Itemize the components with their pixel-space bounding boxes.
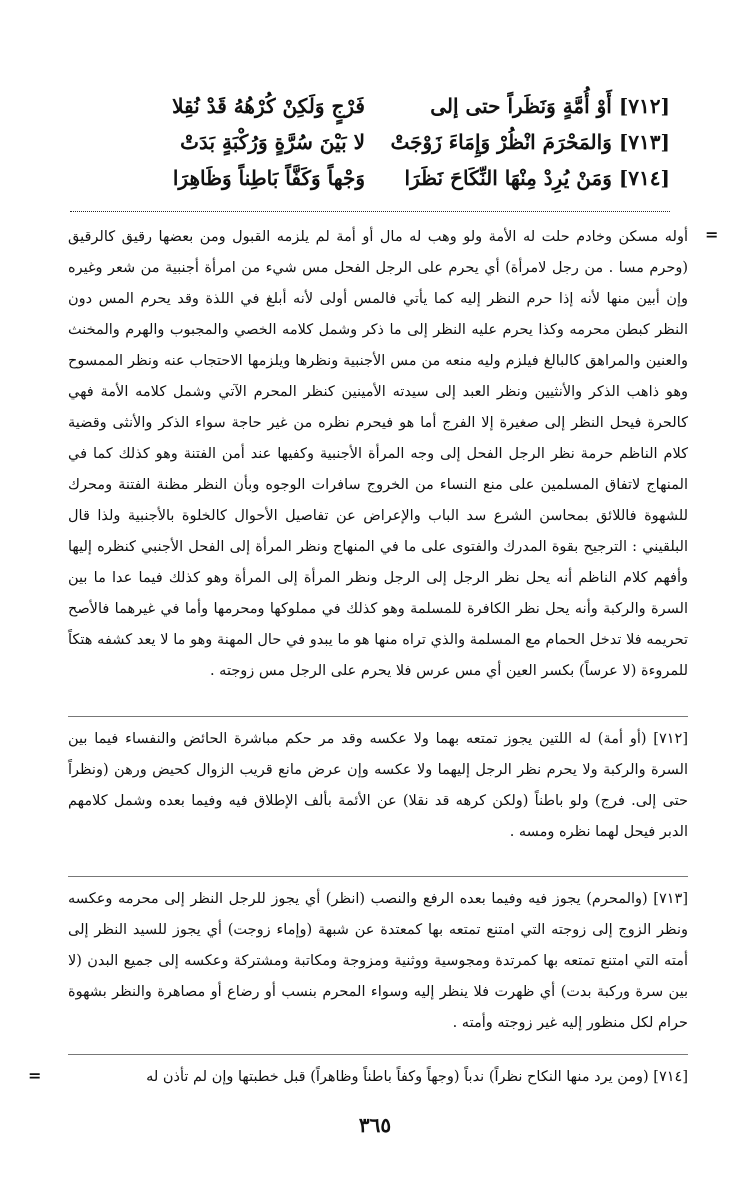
verse-second-hemistich: وَجْهاً وَكَفَّاً بَاطِناً وَظَاهِرَا [172, 166, 365, 190]
page-number: ٣٦٥ [358, 1113, 392, 1137]
verse-second-hemistich: فَرْجٍ وَلَكِنْ كُرْهُهُ قَدْ نُقِلا [172, 94, 365, 118]
verse-second-hemistich: لا بَيْنَ سُرَّةٍ وَرُكْبَةٍ بَدَتْ [180, 130, 365, 154]
paragraph-separator [68, 876, 688, 877]
continuation-mark-top: = [705, 225, 719, 244]
verse-first-hemistich: [٧١٤] وَمَنْ يُرِدْ مِنْهَا النِّكَاحَ نَظَرَا [404, 166, 670, 190]
commentary-paragraph-712: [٧١٢] (أو أمة) له اللتين يجوز تمتعه بهما ولا عكسه وقد مر حكم مباشرة الحائض والنفساء فيما بين السرة والركبة ولا يحرم نظر الرجل إليهما ولا عكسه وإن عرض مانع قريب الزوال كحيض ورهن (ونظراً حتى إلى. فرج) ولو باطناً (ولكن كرهه قد نقلا) عن الأئمة بألف الإطلاق فيه وفيما بعده وشمل كلامهم الدبر فيحل لهما نظره ومسه . [68, 731, 688, 840]
paragraph-separator [68, 716, 688, 717]
verse-713 [95, 124, 670, 160]
poem-block [95, 88, 670, 196]
commentary-paragraph-1: أوله مسكن وخادم حلت له الأمة ولو وهب له مال أو أمة لم يلزمه القبول ومن بعضها رقيق كالرقيق (وحرم مسا . من رجل لامرأة) أي يحرم على الرجل الفحل مس شيء من امرأة أجنبية من شعر وغيره وإن أبين منها لأنه إذا حرم النظر إليه كما يأتي فالمس أولى لأنه أبلغ في اللذة وقد يحرم المس دون النظر كبطن محرمه وكذا يحرم عليه النظر إلى ما ذكر وشمل كلامه الخصي والمجبوب والهرم والمخنث والعنين والمراهق كالبالغ فيلزم وليه منعه من مس الأجنبية ونظرها ويلزمها الاحتجاب عنه ونظر الممسوح وهو ذاهب الذكر والأنثيين ونظر العبد إلى سيدته الأمينين كنظر المحرم الآتي وشمل كلامه الأمة فهي كالحرة فيحل النظر إلى صغيرة إلا الفرج أما هو فيحرم نظره من غير حاجة سواء الذكر والأنثى وقضية كلام الناظم حرمة نظر الرجل الفحل إلى وجه المرأة الأجنبية وكفيها عند أمن الفتنة وهو كذلك كما في المنهاج لاتفاق المسلمين على منع النساء من الخروج سافرات الوجوه وبأن النظر مظنة الفتنة ومحرك للشهوة فاللائق بمحاسن الشرع سد الباب والإعراض عن تفاصيل الأحوال كالخلوة بالأجنبية ولذا قال البلقيني : الترجيح بقوة المدرك والفتوى على ما في المنهاج ونظر المرأة إلى الفحل الأجنبي كنظره إليها وأفهم كلام الناظم أنه يحل نظر الرجل إلى الرجل ونظر المرأة إلى المرأة وهو كذلك فيما عدا ما بين السرة والركبة وأنه يحل نظر الكافرة للمسلمة وهو كذلك في مملوكها ومحرمها وأما في غيرهما فالأصح تحريمه فلا تدخل الحمام مع المسلمة والذي تراه منها هو ما يبدو في حال المهنة وهو ما لا يعد كشفه هتكاً للمروءة (لا عرساً) بكسر العين أي مس عرس فلا يحرم على الرجل مس زوجته . [68, 229, 688, 679]
commentary-paragraph-714: [٧١٤] (ومن يرد منها النكاح نظراً) ندباً (وجهاً وكفاً باطناً وظاهراً) قبل خطبتها وإن لم تأذن له [146, 1069, 688, 1085]
verse-first-hemistich: [٧١٣] وَالمَحْرَمَ انْظُرْ وَإِمَاءَ زَوْجَتْ [390, 130, 670, 154]
dotted-divider [70, 211, 670, 212]
verse-714 [95, 160, 670, 196]
paragraph-separator [68, 1054, 688, 1055]
verse-712 [95, 88, 670, 124]
verse-first-hemistich: [٧١٢] أَوْ أُمَّةٍ وَنَظَراً حتى إلى [430, 94, 670, 118]
commentary-paragraph-713: [٧١٣] (والمحرم) يجوز فيه وفيما بعده الرفع والنصب (انظر) أي يجوز للرجل النظر إلى محرمه وعكسه ونظر الزوج إلى زوجته التي امتنع تمتعه بها كمعتدة عن شبهة (وإماء زوجت) أي يجوز للسيد النظر إلى أمته التي امتنع تمتعه بها كمرتدة ومجوسية ووثنية ومزوجة ومكاتبة ومشتركة وعكسه إلى جميع البدن (لا بين سرة وركبة بدت) أي ظهرت فلا ينظر إليه وسواء المحرم بنسب أو رضاع أو مصاهرة والنظر بشهوة حرام لكل منظور إليه غير زوجته وأمته . [68, 891, 688, 1031]
continuation-mark-bottom: = [28, 1066, 42, 1085]
